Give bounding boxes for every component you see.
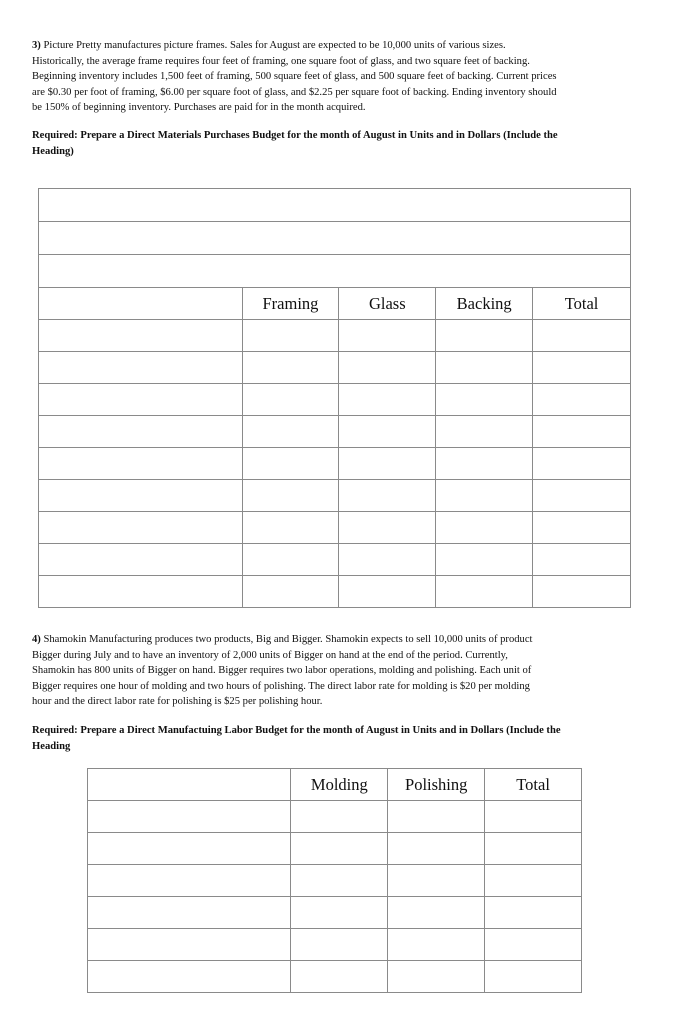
problem-3-line-3: Beginning inventory includes 1,500 feet of framing, 500 square feet of glass, and 500 square feet of backing. Current prices (32, 71, 557, 83)
table-cell[interactable] (436, 320, 533, 352)
table-cell[interactable] (88, 801, 291, 833)
problem-4-line-1: Shamokin Manufacturing produces two products, Big and Bigger. Shamokin expects to sell 10,000 units of product (43, 634, 533, 645)
table-cell[interactable] (39, 352, 243, 384)
table-cell[interactable] (485, 801, 582, 833)
col-header-total: Total (533, 288, 631, 320)
table-cell[interactable] (339, 480, 436, 512)
problem-3-line-4: are $0.30 per foot of framing, $6.00 per square foot of glass, and $2.25 per square foot of backing. Ending inventory should (32, 86, 557, 98)
table-cell[interactable] (533, 448, 631, 480)
table-cell[interactable] (242, 416, 339, 448)
table-cell[interactable] (339, 416, 436, 448)
col-header-polishing: Polishing (388, 769, 485, 801)
table-cell[interactable] (436, 576, 533, 608)
table-cell[interactable] (436, 480, 533, 512)
table-cell[interactable] (291, 865, 388, 897)
table-cell[interactable] (533, 320, 631, 352)
table-cell[interactable] (39, 384, 243, 416)
table-cell[interactable] (388, 833, 485, 865)
table-cell[interactable] (436, 384, 533, 416)
col-header-total: Total (485, 769, 582, 801)
table-cell[interactable] (39, 544, 243, 576)
problem-4-number: 4) (32, 634, 41, 645)
table-cell[interactable] (436, 544, 533, 576)
problem-3-text (32, 38, 638, 116)
table-cell[interactable] (39, 576, 243, 608)
table-row (39, 416, 631, 448)
heading-row[interactable] (39, 222, 631, 255)
table-cell[interactable] (388, 961, 485, 993)
table-cell[interactable] (242, 576, 339, 608)
table-row (88, 865, 582, 897)
problem-3-required-line-2: Heading) (32, 145, 74, 157)
table-row (88, 833, 582, 865)
table-cell[interactable] (485, 929, 582, 961)
table-cell[interactable] (339, 352, 436, 384)
materials-purchases-table (38, 188, 631, 608)
table-cell[interactable] (242, 352, 339, 384)
table-cell[interactable] (533, 576, 631, 608)
table-row (39, 384, 631, 416)
table-cell[interactable] (436, 352, 533, 384)
table-cell[interactable] (339, 544, 436, 576)
problem-3-number: 3) (32, 40, 41, 51)
table-cell[interactable] (436, 512, 533, 544)
table-cell[interactable] (242, 320, 339, 352)
table-cell[interactable] (485, 897, 582, 929)
table-header-row (88, 769, 582, 801)
table-cell[interactable] (339, 576, 436, 608)
table-cell[interactable] (436, 448, 533, 480)
table-cell[interactable] (436, 416, 533, 448)
table-row (39, 576, 631, 608)
label-cell[interactable] (88, 769, 291, 801)
problem-4-required-line-2: Heading (32, 740, 71, 752)
problem-4-line (32, 632, 638, 648)
col-header-glass: Glass (339, 288, 436, 320)
table-cell[interactable] (242, 512, 339, 544)
table-cell[interactable] (388, 929, 485, 961)
table-cell[interactable] (39, 320, 243, 352)
table-cell[interactable] (533, 384, 631, 416)
problem-3-required (32, 128, 638, 159)
heading-row[interactable] (39, 255, 631, 288)
table-cell[interactable] (88, 897, 291, 929)
table-row (39, 352, 631, 384)
table-cell[interactable] (388, 897, 485, 929)
problem-3-line (32, 38, 638, 54)
table-cell[interactable] (242, 544, 339, 576)
table-cell[interactable] (242, 448, 339, 480)
table-row (39, 480, 631, 512)
table-cell[interactable] (39, 448, 243, 480)
table-cell[interactable] (485, 865, 582, 897)
table-row (88, 961, 582, 993)
table-row (88, 801, 582, 833)
problem-4-line-3: Shamokin has 800 units of Bigger on hand. Bigger requires two labor operations, molding and polishing. Each unit of (32, 665, 532, 677)
problem-4-line-4: Bigger requires one hour of molding and two hours of polishing. The direct labor rate for molding is $20 per molding (32, 680, 530, 692)
table-cell[interactable] (388, 801, 485, 833)
problem-4-required (32, 723, 638, 754)
col-header-backing: Backing (436, 288, 533, 320)
problem-4-required-line-1: Required: Prepare a Direct Manufactuing Labor Budget for the month of August in Units and in Dollars (Include the (32, 725, 561, 736)
problem-4-line-2: Bigger during July and to have an inventory of 2,000 units of Bigger on hand at the end of the period. Currently, (32, 649, 508, 661)
problem-3-line-1: Picture Pretty manufactures picture frames. Sales for August are expected to be 10,000 units of various sizes. (43, 40, 506, 51)
table-header-row (39, 288, 631, 320)
table-cell[interactable] (485, 833, 582, 865)
table-cell[interactable] (291, 801, 388, 833)
table-cell[interactable] (291, 833, 388, 865)
table-cell[interactable] (533, 512, 631, 544)
problem-4-line-5: hour and the direct labor rate for polishing is $25 per polishing hour. (32, 696, 323, 708)
table-cell[interactable] (39, 480, 243, 512)
table-cell[interactable] (533, 544, 631, 576)
table-cell[interactable] (485, 961, 582, 993)
table-cell[interactable] (242, 480, 339, 512)
table-cell[interactable] (339, 512, 436, 544)
table-cell[interactable] (339, 448, 436, 480)
table-cell[interactable] (291, 961, 388, 993)
table-cell[interactable] (242, 384, 339, 416)
labor-budget-table (87, 768, 582, 993)
table-row (39, 512, 631, 544)
label-cell[interactable] (39, 288, 243, 320)
table-row (88, 929, 582, 961)
problem-3-line-2: Historically, the average frame requires four feet of framing, one square foot of glass, and two square feet of backing. (32, 55, 530, 67)
table-row (88, 897, 582, 929)
problem-4-text (32, 632, 638, 710)
table-row (39, 448, 631, 480)
table-cell[interactable] (533, 480, 631, 512)
table-cell[interactable] (339, 384, 436, 416)
table-cell[interactable] (388, 865, 485, 897)
table-cell[interactable] (88, 865, 291, 897)
table-cell[interactable] (533, 416, 631, 448)
table-cell[interactable] (291, 897, 388, 929)
table-cell[interactable] (533, 352, 631, 384)
table-cell[interactable] (88, 833, 291, 865)
table-cell[interactable] (291, 929, 388, 961)
table-cell[interactable] (88, 961, 291, 993)
col-header-molding: Molding (291, 769, 388, 801)
table-cell[interactable] (88, 929, 291, 961)
table-cell[interactable] (39, 512, 243, 544)
col-header-framing: Framing (242, 288, 339, 320)
table-row (39, 544, 631, 576)
heading-row[interactable] (39, 189, 631, 222)
table-cell[interactable] (339, 320, 436, 352)
problem-3-line-5: be 150% of beginning inventory. Purchases are paid for in the month acquired. (32, 102, 366, 114)
table-row (39, 320, 631, 352)
table-cell[interactable] (39, 416, 243, 448)
problem-3-required-line-1: Required: Prepare a Direct Materials Purchases Budget for the month of August in Units and in Dollars (Include the (32, 130, 558, 141)
